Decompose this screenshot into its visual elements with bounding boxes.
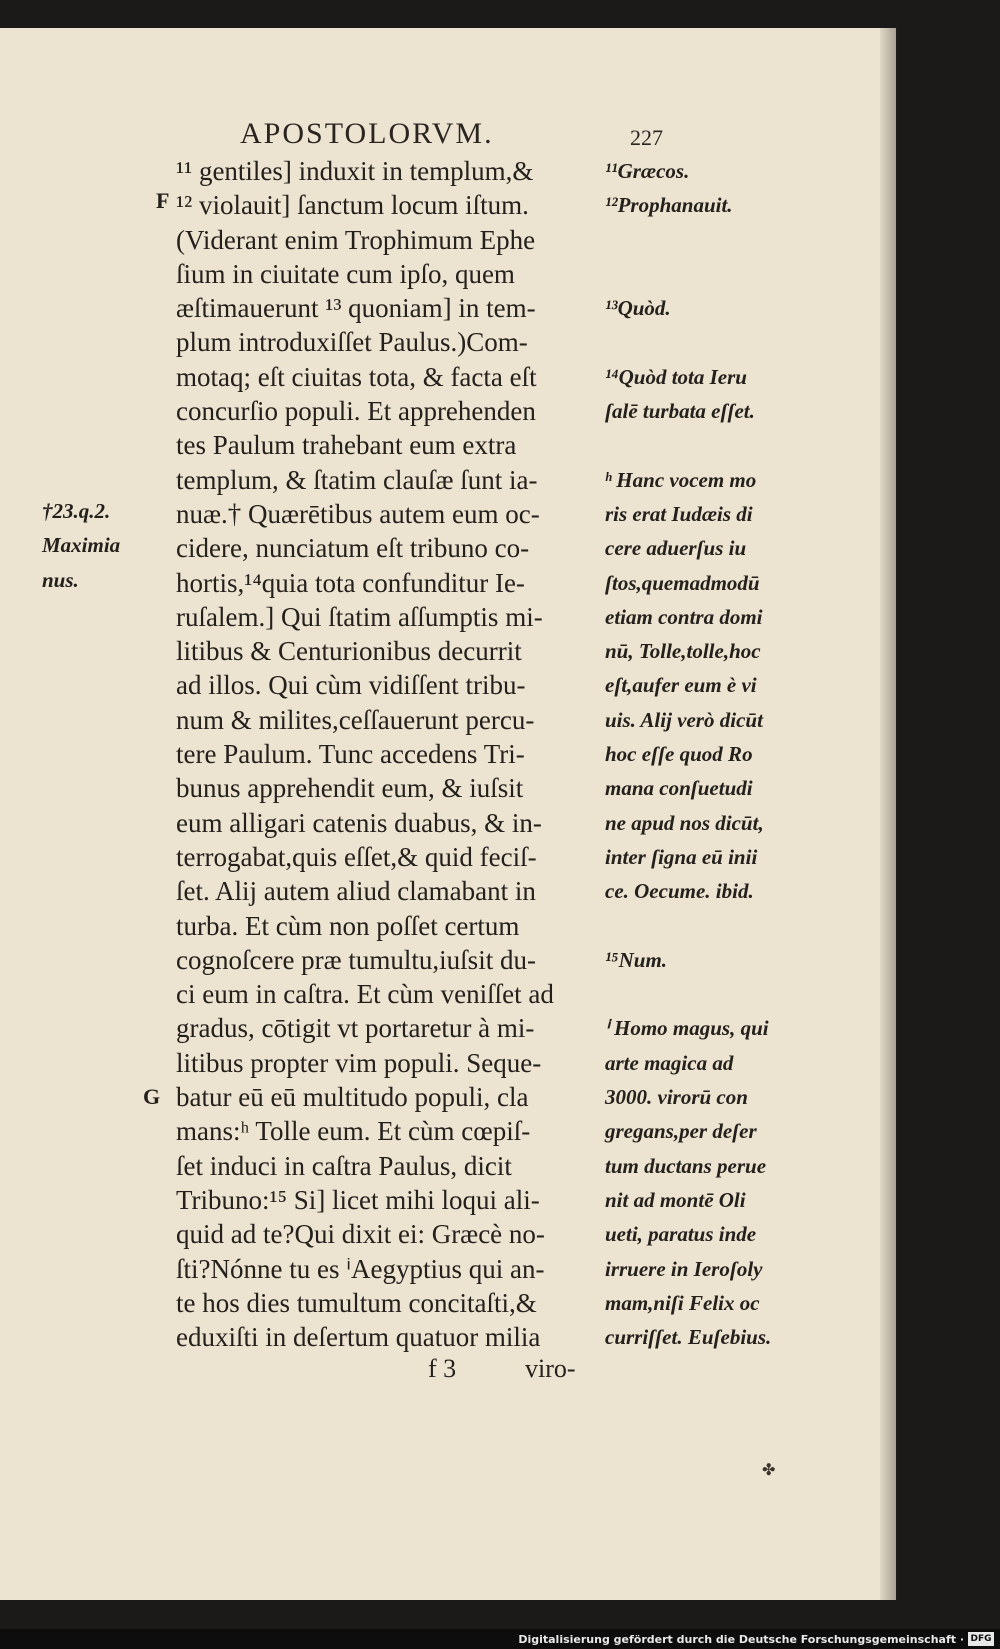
gloss-line: etiam contra domi — [605, 604, 763, 629]
main-text-line: cidere, nunciatum eſt tribuno co- — [176, 533, 530, 564]
catchword: viro- — [525, 1354, 576, 1383]
left-margin-notes — [42, 494, 172, 597]
funding-bar — [0, 1629, 1000, 1649]
main-text-line: batur eū eū multitudo populi, cla — [176, 1082, 529, 1113]
main-text-line: mans:ʰ Tolle eum. Et cùm cœpiſ- — [176, 1116, 531, 1147]
gloss-line: ¹¹Græcos. — [605, 159, 690, 183]
page-edge-shadow — [880, 28, 900, 1600]
section-mark-f: F — [156, 188, 170, 213]
dfg-logo: DFG — [968, 1632, 994, 1646]
gloss-line: ¹³Quòd. — [605, 296, 671, 321]
gloss-line: eſt,aufer eum è vi — [605, 673, 757, 698]
gloss-line: ⁱ Homo magus, qui — [605, 1016, 769, 1041]
main-text-line: ſet induci in caſtra Paulus, dicit — [176, 1150, 512, 1181]
gloss-line: mam,niſi Felix oc — [605, 1290, 760, 1315]
main-text-line: turba. Et cùm non poſſet certum — [176, 910, 520, 941]
main-text-line: ad illos. Qui cùm vidiſſent tribu- — [176, 670, 526, 701]
main-text-line: eduxiſti in deſertum quatuor milia — [176, 1322, 541, 1353]
main-text-line: litibus & Centurionibus decurrit — [176, 636, 522, 667]
main-text-line: te hos dies tumultum concitaſti,& — [176, 1287, 537, 1318]
main-text-line: litibus propter vim populi. Seque- — [176, 1047, 542, 1078]
main-text-line: motaq; eſt ciuitas tota, & facta eſt — [176, 361, 537, 392]
gloss-line — [605, 977, 805, 1011]
gloss-line: inter ſigna eū inii — [605, 844, 758, 869]
page-number: 227 — [630, 125, 663, 150]
gloss-line: curriſſet. Euſebius. — [605, 1325, 772, 1350]
signature-mark: f 3 — [428, 1354, 457, 1383]
main-text-line: ¹¹ gentiles] induxit in templum,& — [176, 156, 534, 186]
gloss-line: ce. Oecume. ibid. — [605, 879, 754, 904]
gloss-line: nit ad montē Oli — [605, 1187, 746, 1212]
gloss-line — [605, 428, 805, 462]
main-text-line: gradus, cōtigit vt portaretur à mi- — [176, 1013, 535, 1044]
main-text-line: cognoſcere præ tumultu,iuſsit du- — [176, 944, 536, 975]
gloss-line: ſalē turbata eſſet. — [605, 399, 755, 424]
gloss-line: cere aduerſus iu — [605, 536, 747, 561]
main-text-line: bunus apprehendit eum, & iuſsit — [176, 773, 524, 804]
stray-ink-mark: ✤ — [762, 1460, 776, 1479]
main-text-line: nuæ.† Quærētibus autem eum oc- — [176, 498, 540, 529]
left-margin-line: Maximia — [42, 533, 121, 558]
main-text-line: æſtimauerunt ¹³ quoniam] in tem- — [176, 293, 536, 324]
gloss-line: ¹⁵Num. — [605, 947, 668, 972]
main-text-line: terrogabat,quis eſſet,& quid feciſ- — [176, 841, 537, 872]
gloss-line: ſtos,quemadmodū — [605, 570, 760, 595]
gloss-line: ne apud nos dicūt, — [605, 810, 764, 835]
main-text-line: ¹² violauit] ſanctum locum iſtum. — [176, 190, 529, 221]
gloss-line: ueti, paratus inde — [605, 1222, 757, 1247]
gloss-line — [605, 223, 805, 257]
main-text-line: ſti?Nónne tu es ⁱAegyptius qui an- — [176, 1253, 545, 1284]
gloss-line: ¹²Prophanauit. — [605, 193, 733, 218]
gloss-line: mana conſuetudi — [605, 776, 753, 801]
main-text-line: templum, & ſtatim clauſæ ſunt ia- — [176, 464, 538, 495]
main-text-column — [176, 154, 606, 1354]
gloss-line — [605, 325, 805, 359]
main-text-line: ruſalem.] Qui ſtatim aſſumptis mi- — [176, 601, 543, 632]
gloss-line: tum ductans perue — [605, 1153, 767, 1178]
gloss-line: gregans,per deſer — [605, 1119, 757, 1144]
main-text-line: hortis,¹⁴quia tota confunditur Ie- — [176, 567, 525, 598]
main-text-line: num & milites,ceſſauerunt percu- — [176, 704, 535, 735]
gloss-line — [605, 257, 805, 291]
main-text-line: quid ad te?Qui dixit ei: Græcè no- — [176, 1219, 545, 1250]
main-text-line: ſium in ciuitate cum ipſo, quem — [176, 258, 515, 289]
gloss-line: ¹⁴Quòd tota Ieru — [605, 364, 747, 389]
gloss-line: arte magica ad — [605, 1050, 734, 1075]
gloss-line: uis. Alij verò dicūt — [605, 707, 763, 732]
left-margin-line: †23.q.2. — [42, 499, 111, 523]
main-text-line: eum alligari catenis duabus, & in- — [176, 807, 542, 838]
section-mark-g: G — [143, 1084, 161, 1109]
main-text-line: concurſio populi. Et apprehenden — [176, 396, 536, 427]
main-text-line: ſet. Alij autem aliud clamabant in — [176, 876, 536, 907]
gloss-column — [605, 154, 805, 1354]
funding-notice: Digitalisierung gefördert durch die Deutsche Forschungsgemeinschaft · — [518, 1633, 964, 1646]
gloss-line — [605, 909, 805, 943]
main-text-line: (Viderant enim Trophimum Ephe — [176, 224, 536, 255]
gloss-line: nū, Tolle,tolle,hoc — [605, 639, 761, 664]
gloss-line: ris erat Iudæis di — [605, 501, 753, 526]
gloss-line: hoc eſſe quod Ro — [605, 742, 753, 767]
left-margin-line: nus. — [42, 567, 79, 592]
gloss-line: 3000. virorū con — [605, 1085, 748, 1110]
main-text-line: plum introduxiſſet Paulus.)Com- — [176, 327, 528, 358]
gloss-line: irruere in Ieroſoly — [605, 1256, 763, 1281]
main-text-line: ci eum in caſtra. Et cùm veniſſet ad — [176, 979, 554, 1010]
main-text-line: tere Paulum. Tunc accedens Tri- — [176, 739, 525, 770]
page-header — [0, 117, 896, 157]
main-text-line: Tribuno:¹⁵ Si] licet mihi loqui ali- — [176, 1184, 540, 1215]
main-text-line: tes Paulum trahebant eum extra — [176, 430, 517, 461]
gloss-line: ʰ Hanc vocem mo — [605, 467, 757, 492]
running-head: APOSTOLORVM. — [240, 117, 494, 150]
